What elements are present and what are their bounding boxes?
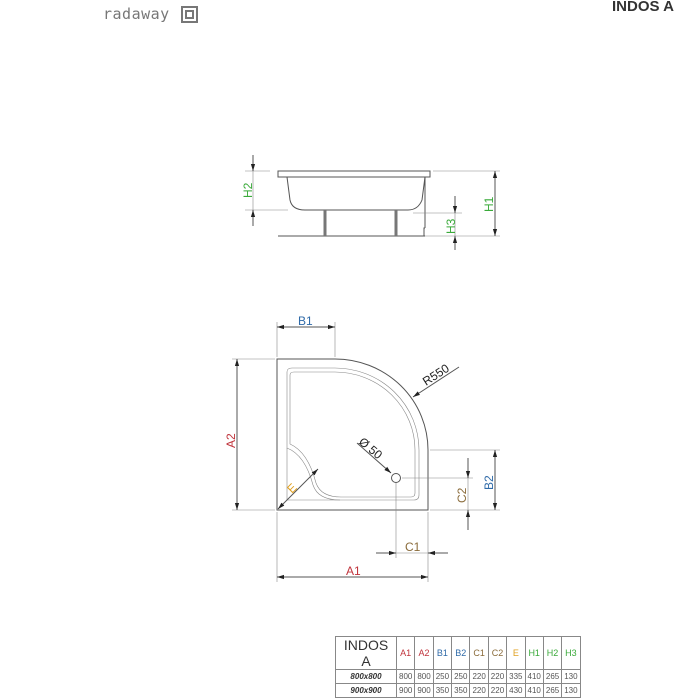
table-cell: 350: [452, 684, 470, 698]
col-header: C2: [488, 637, 506, 670]
drain-hole: [392, 474, 401, 483]
table-title: INDOS A: [336, 637, 397, 670]
dim-label-a1: A1: [346, 564, 361, 578]
col-header: A2: [415, 637, 433, 670]
table-cell: 900: [397, 684, 415, 698]
table-cell: 900: [415, 684, 433, 698]
table-cell: 220: [488, 670, 506, 684]
radius-label: R550: [420, 361, 452, 389]
drain-diameter-label: Ø 50: [356, 434, 385, 463]
table-cell: 410: [525, 684, 543, 698]
dim-label-h2: H2: [241, 182, 255, 198]
size-cell: 900x900: [336, 684, 397, 698]
table-cell: 410: [525, 670, 543, 684]
dim-label-c1: C1: [405, 540, 421, 554]
table-cell: 250: [452, 670, 470, 684]
table-cell: 130: [562, 684, 580, 698]
dim-label-a2: A2: [224, 433, 238, 448]
col-header: H2: [543, 637, 561, 670]
table-cell: 335: [507, 670, 525, 684]
col-header: E: [507, 637, 525, 670]
col-header: A1: [397, 637, 415, 670]
table-cell: 350: [433, 684, 451, 698]
table-cell: 265: [543, 684, 561, 698]
dim-label-h3: H3: [444, 218, 458, 234]
table-cell: 220: [470, 684, 488, 698]
table-row: [336, 684, 581, 698]
dim-label-e: E: [284, 480, 300, 497]
table-cell: 130: [562, 670, 580, 684]
tray-basin: [287, 177, 425, 210]
table-cell: 220: [488, 684, 506, 698]
side-view: [241, 155, 500, 250]
col-header: B1: [433, 637, 451, 670]
col-header: C1: [470, 637, 488, 670]
col-header: B2: [452, 637, 470, 670]
tray-rim: [278, 171, 430, 177]
table-cell: 220: [470, 670, 488, 684]
dim-label-b1: B1: [298, 314, 313, 328]
table-cell: 430: [507, 684, 525, 698]
dim-label-c2: C2: [455, 487, 469, 503]
dimensions-table: [335, 636, 581, 698]
brand-logo: radaway: [103, 5, 170, 23]
dim-label-b2: B2: [482, 475, 496, 490]
page-title: INDOS A: [612, 0, 674, 15]
col-header: H3: [562, 637, 580, 670]
table-cell: 800: [397, 670, 415, 684]
col-header: H1: [525, 637, 543, 670]
table-cell: 250: [433, 670, 451, 684]
plan-view: [224, 314, 500, 582]
table-row: [336, 670, 581, 684]
table-cell: 265: [543, 670, 561, 684]
size-cell: 800x800: [336, 670, 397, 684]
table-cell: 800: [415, 670, 433, 684]
dim-label-h1: H1: [482, 196, 496, 212]
